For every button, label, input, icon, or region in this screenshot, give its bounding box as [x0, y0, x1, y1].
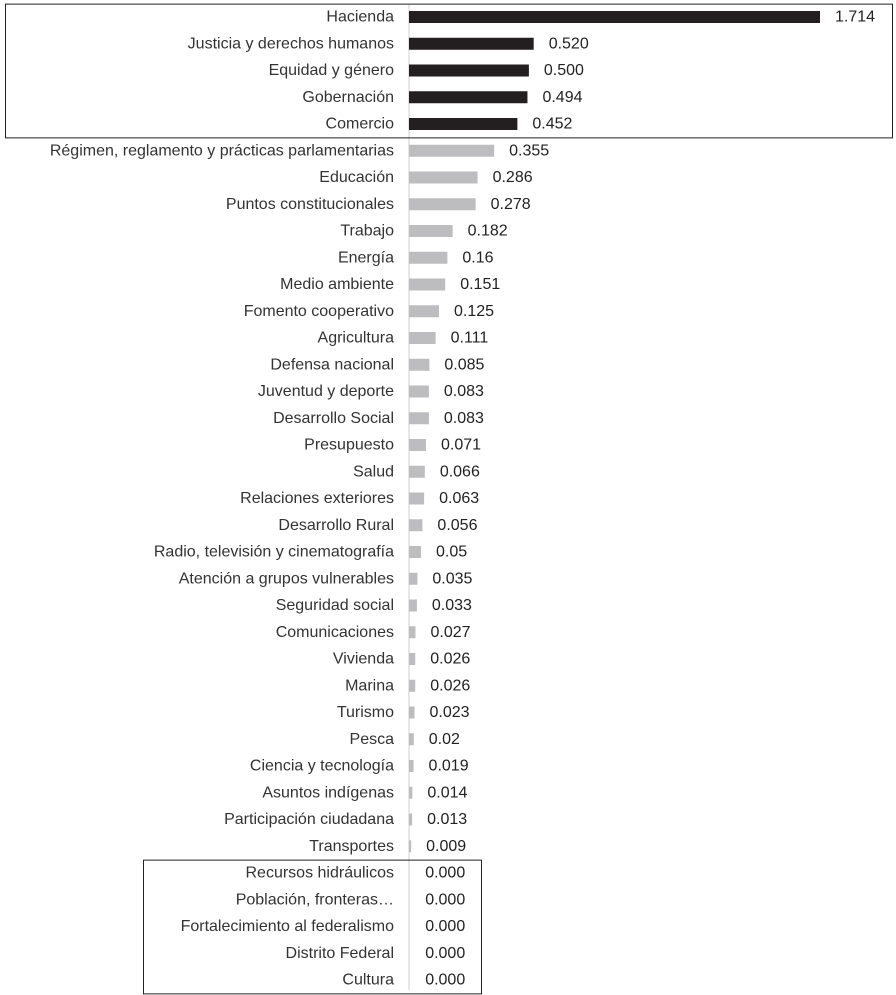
value-label: 0.125 — [453, 302, 495, 320]
value-label: 0.000 — [425, 891, 466, 909]
category-label: Equidad y género — [268, 62, 394, 79]
category-label: Relaciones exteriores — [240, 490, 394, 507]
bar — [409, 840, 411, 852]
value-label: 0.500 — [543, 62, 584, 79]
value-label: 0.019 — [428, 757, 469, 775]
bar — [409, 279, 445, 291]
bar — [409, 91, 527, 103]
bar — [409, 386, 429, 398]
value-label: 1.714 — [835, 8, 876, 26]
category-label: Régimen, reglamento y prácticas parlamentarias — [49, 142, 394, 160]
category-label: Ciencia y tecnología — [249, 757, 394, 775]
bar — [409, 38, 534, 50]
category-label: Marina — [345, 677, 394, 695]
category-label: Turismo — [336, 704, 394, 721]
category-label: Hacienda — [326, 8, 394, 26]
category-label: Radio, televisión y cinematografía — [153, 543, 394, 561]
value-label: 0.05 — [435, 543, 468, 561]
category-label: Recursos hidráulicos — [245, 864, 394, 882]
bar — [409, 814, 412, 826]
bar — [409, 145, 494, 157]
value-label: 0.013 — [427, 811, 468, 828]
value-label: 0.085 — [444, 356, 485, 374]
bar — [409, 546, 421, 558]
value-label: 0.355 — [509, 142, 550, 160]
category-label: Cultura — [342, 971, 394, 989]
value-label: 0.066 — [439, 463, 480, 481]
category-label: Fortalecimiento al federalismo — [180, 918, 394, 935]
value-label: 0.023 — [429, 704, 470, 721]
value-label: 0.083 — [443, 383, 484, 400]
value-label: 0.452 — [532, 115, 573, 133]
value-label: 0.000 — [425, 944, 466, 962]
value-label: 0.111 — [450, 329, 489, 347]
category-label: Juventud y deporte — [257, 383, 394, 400]
bar — [409, 305, 439, 317]
category-label: Comunicaciones — [275, 623, 394, 641]
bar — [409, 11, 820, 23]
category-label: Presupuesto — [304, 436, 394, 454]
value-label: 0.151 — [460, 276, 501, 293]
bar — [409, 359, 429, 371]
bar — [409, 252, 447, 264]
value-label: 0.000 — [425, 971, 466, 989]
bar — [409, 760, 414, 772]
value-label: 0.286 — [492, 169, 533, 186]
category-label: Transportes — [309, 837, 394, 855]
value-label: 0.520 — [548, 35, 589, 53]
bar — [409, 653, 415, 665]
value-label: 0.000 — [425, 864, 466, 882]
category-label: Asuntos indígenas — [262, 784, 394, 802]
category-label: Agricultura — [317, 329, 394, 347]
category-label: Justicia y derechos humanos — [187, 35, 394, 53]
bar — [409, 332, 436, 344]
bar — [409, 600, 417, 612]
category-label: Pesca — [349, 730, 394, 748]
bar — [409, 225, 453, 237]
value-label: 0.494 — [542, 88, 583, 106]
value-label: 0.009 — [426, 837, 467, 855]
value-label: 0.02 — [428, 730, 460, 748]
category-label: Defensa nacional — [270, 356, 394, 374]
category-label: Puntos constitucionales — [225, 195, 394, 213]
bar — [409, 198, 476, 210]
category-label: Desarrollo Rural — [278, 516, 394, 534]
value-label: 0.014 — [427, 784, 468, 802]
value-label: 0.056 — [437, 516, 478, 534]
value-label: 0.16 — [462, 249, 494, 267]
category-label: Fomento cooperativo — [243, 302, 394, 320]
value-label: 0.027 — [430, 623, 471, 641]
bar — [409, 118, 517, 130]
value-label: 0.035 — [432, 570, 473, 588]
category-label: Educación — [319, 169, 394, 186]
category-label: Salud — [353, 463, 394, 481]
bar — [409, 466, 425, 478]
category-label: Atención a grupos vulnerables — [178, 570, 394, 588]
value-label: 0.278 — [490, 195, 531, 213]
category-label: Desarrollo Social — [273, 409, 394, 427]
value-label: 0.071 — [441, 436, 482, 454]
category-label: Gobernación — [302, 88, 394, 106]
category-label: Trabajo — [340, 222, 394, 240]
bar — [409, 412, 429, 424]
category-label: Participación ciudadana — [224, 811, 394, 828]
category-label: Distrito Federal — [285, 944, 394, 962]
category-labels — [50, 9, 394, 989]
bar — [409, 493, 424, 505]
bars — [409, 11, 820, 852]
category-label: Energía — [337, 249, 394, 267]
bar — [409, 519, 422, 531]
category-label: Vivienda — [332, 650, 394, 668]
bar — [409, 439, 426, 451]
value-label: 0.063 — [439, 490, 480, 507]
category-label: Comercio — [325, 115, 394, 133]
value-label: 0.033 — [431, 597, 472, 614]
bar — [409, 573, 417, 585]
bar — [409, 707, 415, 719]
category-label: Seguridad social — [275, 597, 394, 614]
bar — [409, 65, 529, 77]
value-label: 0.026 — [430, 677, 471, 695]
bar — [409, 787, 412, 799]
value-label: 0.026 — [430, 650, 471, 668]
category-label: Población, fronteras… — [235, 891, 394, 909]
bar — [409, 733, 414, 745]
bar — [409, 626, 415, 638]
bar — [409, 172, 478, 184]
value-label: 0.000 — [425, 918, 466, 935]
value-label: 0.083 — [443, 409, 484, 427]
value-label: 0.182 — [467, 222, 508, 240]
bar — [409, 680, 415, 692]
category-label: Medio ambiente — [280, 276, 394, 293]
